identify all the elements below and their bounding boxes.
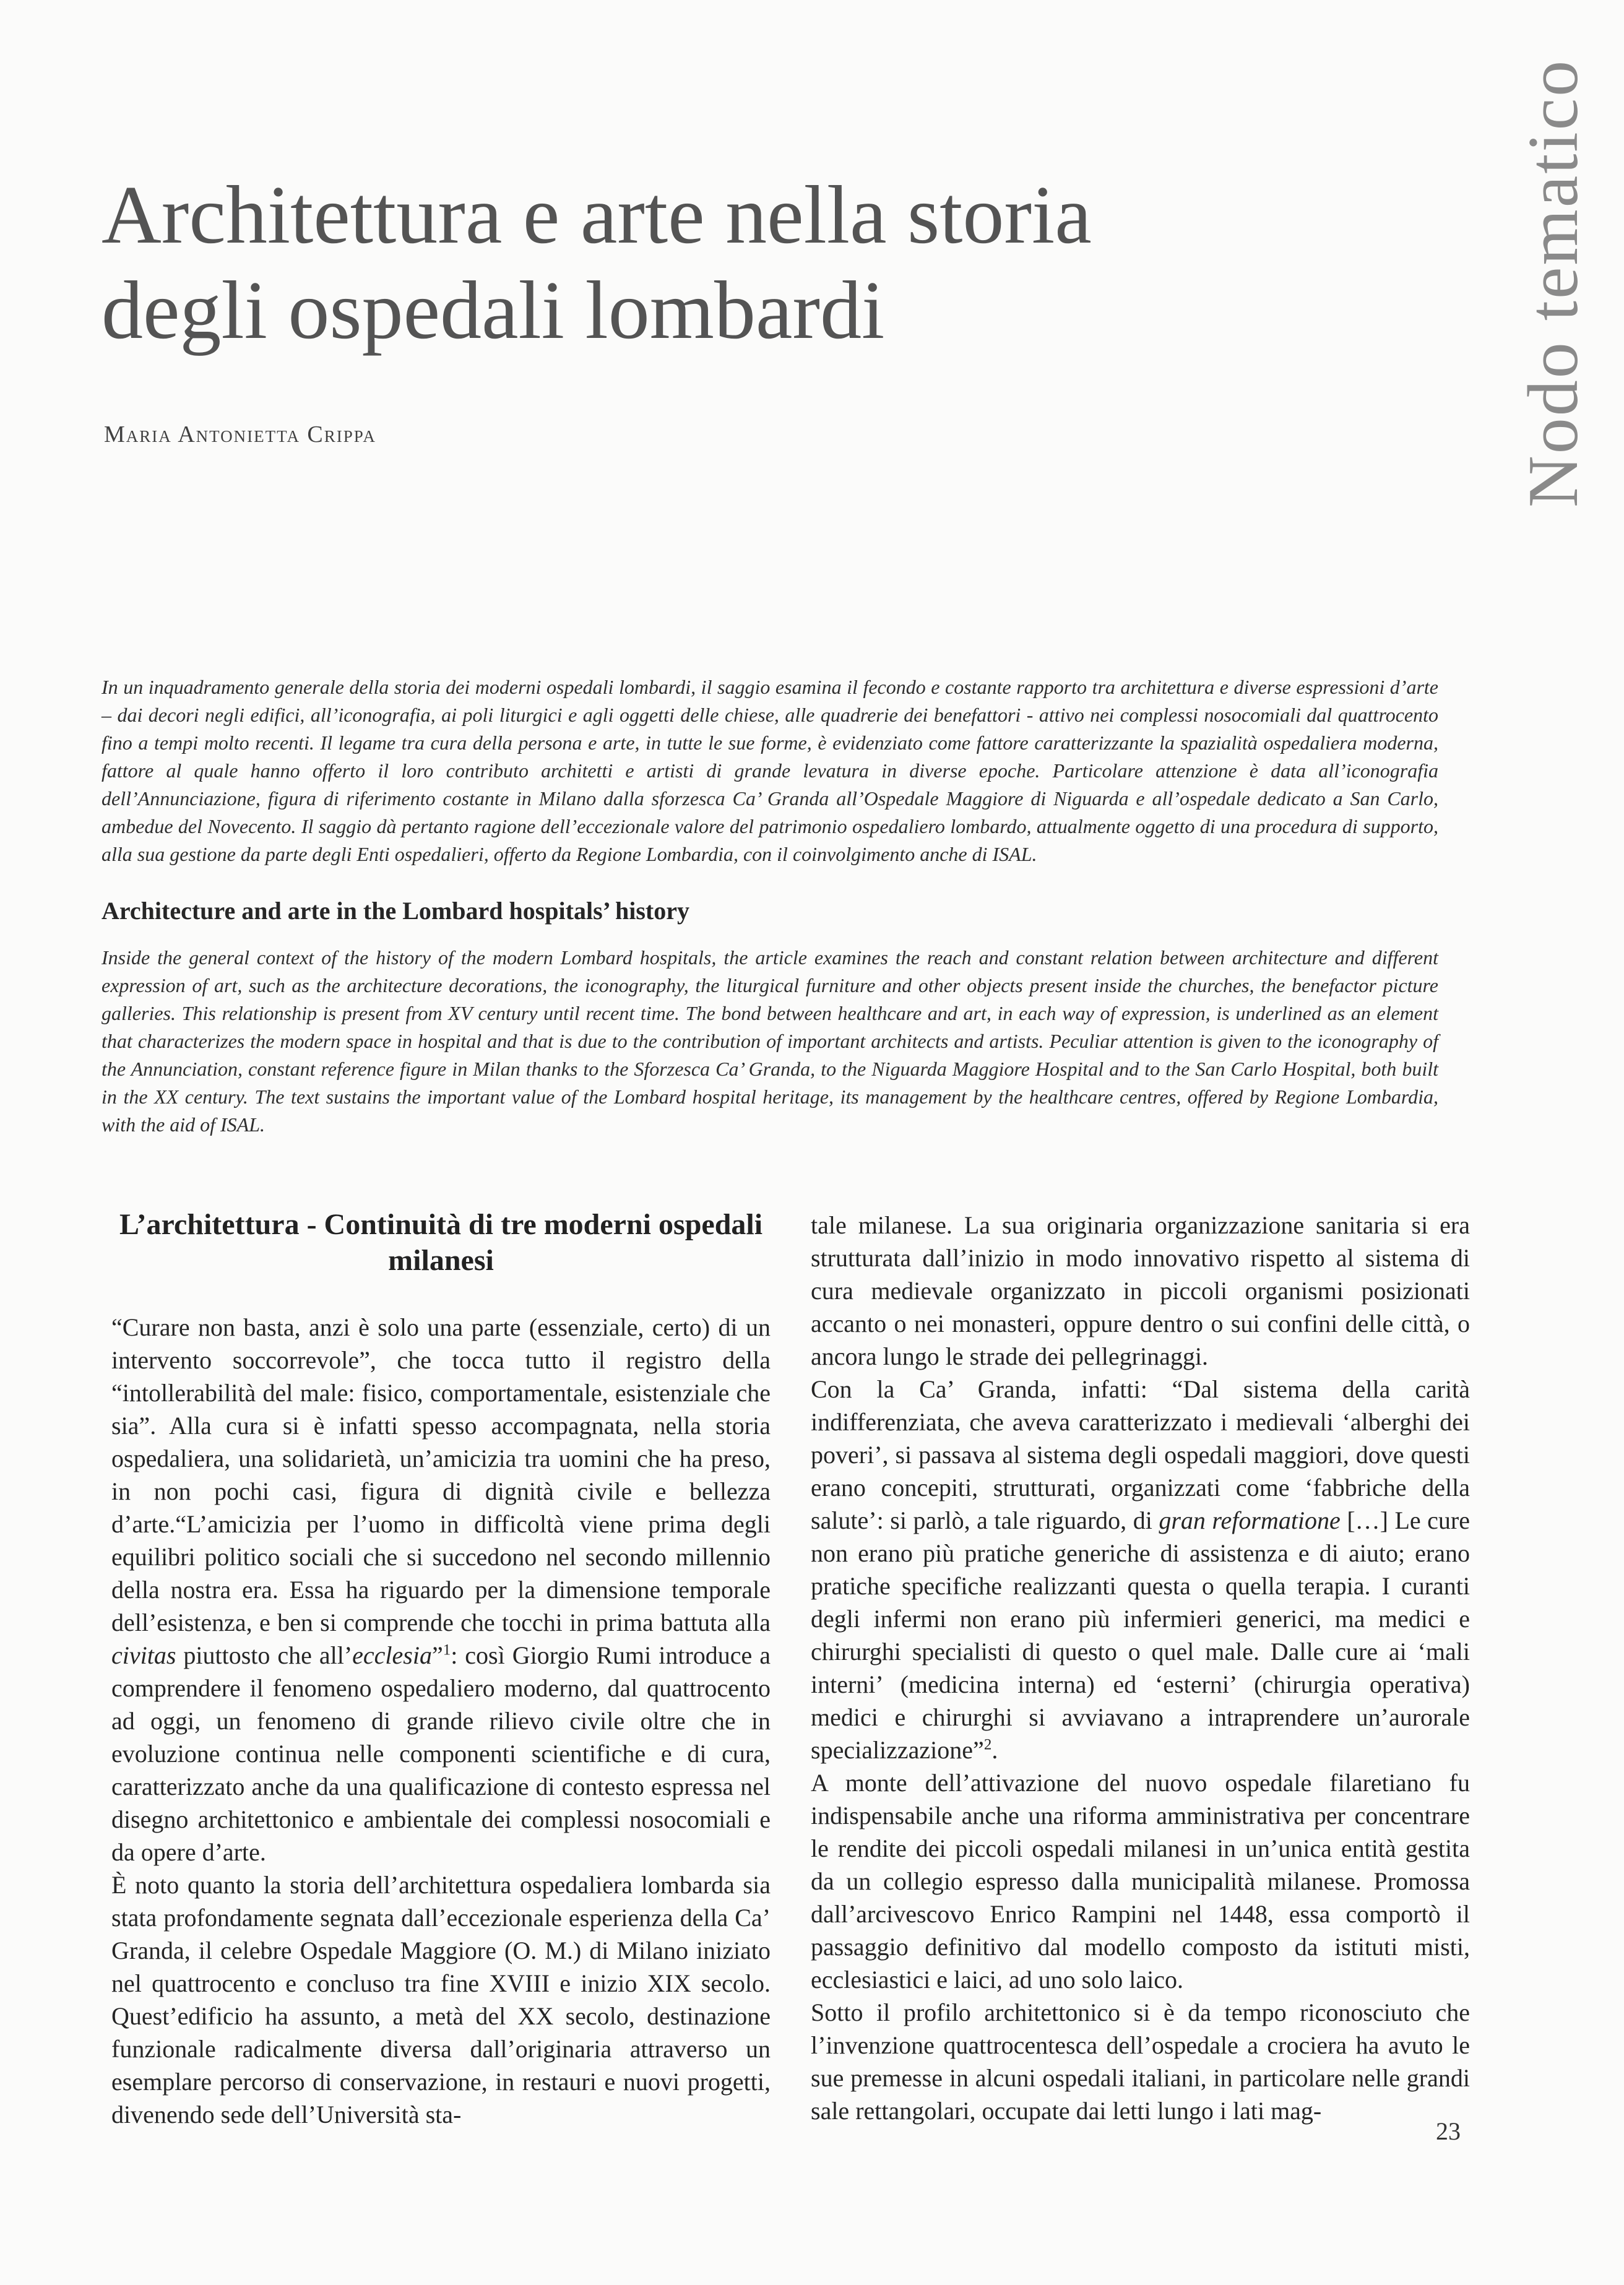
body-paragraph: “Curare non basta, anzi è solo una parte (essenziale, certo) di un intervento soccorrevole”, che tocca tutto il registro della “intollerabilità del male: fisico, comportamentale, esistenziale che sia”. Alla cura si è infatti spesso accompagnata, nella storia ospedaliera, una solidarietà, un’amicizia tra uomini che ha preso, in non pochi casi, figura di dignità civile e bellezza d’arte.“L’amicizia per l’uomo in difficoltà viene prima degli equilibri politico sociali che si succedono nel secondo millennio della nostra era. Essa ha riguardo per la dimensione temporale dell’esistenza, e ben si comprende che tocchi in prima battuta alla civitas piuttosto che all’ecclesia”$^1$: così Giorgio Rumi introduce a comprendere il fenomeno ospedaliero moderno, dal quattrocento ad oggi, un fenomeno di grande rilievo civile oltre che in evoluzione continua nelle componenti scientifiche e di cura, caratterizzato anche da una qualificazione di contesto espressa nel disegno architettonico e ambientale dei complessi nosocomiali e da opere d’arte.: [111, 1313, 771, 1866]
section-title: L’architettura - Continuità di tre moderni ospedali milanesi: [119, 1208, 763, 1277]
page-number: 23: [1436, 2117, 1461, 2145]
body-paragraph: tale milanese. La sua originaria organizzazione sanitaria si era strutturata dall’inizio in modo innovativo rispetto al sistema di cura medievale organizzato in piccoli organismi posizionati accanto o nei monasteri, oppure dentro o sui confini delle città, o ancora lungo le strade dei pellegrinaggi.: [811, 1211, 1470, 1370]
article-title-line-2: degli ospedali lombardi: [102, 264, 885, 356]
body-paragraph: Con la Ca’ Granda, infatti: “Dal sistema della carità indifferenziata, che aveva caratterizzato i medievali ‘alberghi dei poveri’, si passava al sistema degli ospedali maggiori, dove questi erano concepiti, strutturati, organizzati come ‘fabbriche della salute’: si parlò, a tale riguardo, di gran reformatione […] Le cure non erano più pratiche generiche di assistenza e di aiuto; erano pratiche specifiche realizzanti questa o quella terapia. I curanti degli infermi non erano più infermieri generici, ma medici e chirurghi specialisti di questo o quel male. Dalle cure ai ‘mali interni’ (medicina interna) ed ‘esterni’ (chirurgia operativa) medici e chirurghi si avviavano a intraprendere un’aurorale specializzazione”$^2$.: [811, 1375, 1470, 1764]
section-label-vertical: Nodo tematico: [1514, 58, 1593, 508]
footnote-ref-2[interactable]: 2: [983, 1736, 992, 1753]
article-title: [102, 167, 1277, 358]
footnote-ref-1[interactable]: 1: [443, 1641, 451, 1659]
body-paragraph: Sotto il profilo architettonico si è da tempo riconosciuto che l’invenzione quattrocentesca dell’ospedale a crociera ha avuto le sue premesse in alcuni ospedali italiani, in particolare nelle grandi sale rettangolari, occupate dai letti lungo i lati mag-: [811, 1998, 1470, 2125]
body-column-left: [111, 1207, 771, 2131]
abstract-english-title: Architecture and arte in the Lombard hospitals’ history: [102, 897, 689, 925]
body-column-right: [811, 1209, 1470, 2127]
body-paragraph: A monte dell’attivazione del nuovo ospedale filaretiano fu indispensabile anche una riforma amministrativa per concentrare le rendite dei piccoli ospedali milanesi in un’unica entità gestita da un collegio espresso dalla municipalità milanese. Promossa dall’arcivescovo Enrico Rampini nel 1448, essa comportò il passaggio definitivo dal modello composto da istituti misti, ecclesiastici e laici, ad uno solo laico.: [811, 1769, 1470, 1993]
abstract-english: Inside the general context of the history of the modern Lombard hospitals, the article examines the reach and constant relation between architecture and different expression of art, such as the architecture decorations, the iconography, the liturgical furniture and other objects present inside the churches, the benefactor picture galleries. This relationship is present from XV century until recent time. The bond between healthcare and art, in each way of expression, is underlined as an element that characterizes the modern space in hospital and that is due to the contribution of important architects and artists. Peculiar attention is given to the iconography of the Annunciation, constant reference figure in Milan thanks to the Sforzesca Ca’ Granda, to the Niguarda Maggiore Hospital and to the San Carlo Hospital, both built in the XX century. The text sustains the important value of the Lombard hospital heritage, its management by the healthcare centres, offered by Regione Lombardia, with the aid of ISAL.: [102, 946, 1438, 1136]
body-paragraph: È noto quanto la storia dell’architettura ospedaliera lombarda sia stata profondamente segnata dall’eccezionale esperienza della Ca’ Granda, il celebre Ospedale Maggiore (O. M.) di Milano iniziato nel quattrocento e concluso tra fine XVIII e inizio XIX secolo. Quest’edificio ha assunto, a metà del XX secolo, destinazione funzionale radicalmente diversa dall’originaria attraverso un esemplare percorso di conservazione, in restauri e nuovi progetti, divenendo sede dell’Università sta-: [111, 1871, 771, 2128]
author-name: Maria Antonietta Crippa: [104, 421, 376, 447]
abstract-italian: In un inquadramento generale della storia dei moderni ospedali lombardi, il saggio esamina il fecondo e costante rapporto tra architettura e diverse espressioni d’arte – dai decori negli edifici, all’iconografia, ai poli liturgici e agli oggetti delle chiese, alle quadrerie dei benefattori - attivo nei complessi nosocomiali dal quattrocento fino a tempi molto recenti. Il legame tra cura della persona e arte, in tutte le sue forme, è evidenziato come fattore caratterizzante la spazialità ospedaliera moderna, fattore al quale hanno offerto il loro contributo architetti e artisti di grande levatura in diverse epoche. Particolare attenzione è data all’iconografia dell’Annunciazione, figura di riferimento costante in Milano dalla sforzesca Ca’ Granda all’Ospedale Maggiore di Niguarda e all’ospedale dedicato a San Carlo, ambedue del Novecento. Il saggio dà pertanto ragione dell’eccezionale valore del patrimonio ospedaliero lombardo, attualmente oggetto di una procedura di supporto, alla sua gestione da parte degli Enti ospedalieri, offerto da Regione Lombardia, con il coinvolgimento anche di ISAL.: [102, 676, 1438, 865]
article-title-line-1: Architettura e arte nella storia: [102, 169, 1092, 261]
